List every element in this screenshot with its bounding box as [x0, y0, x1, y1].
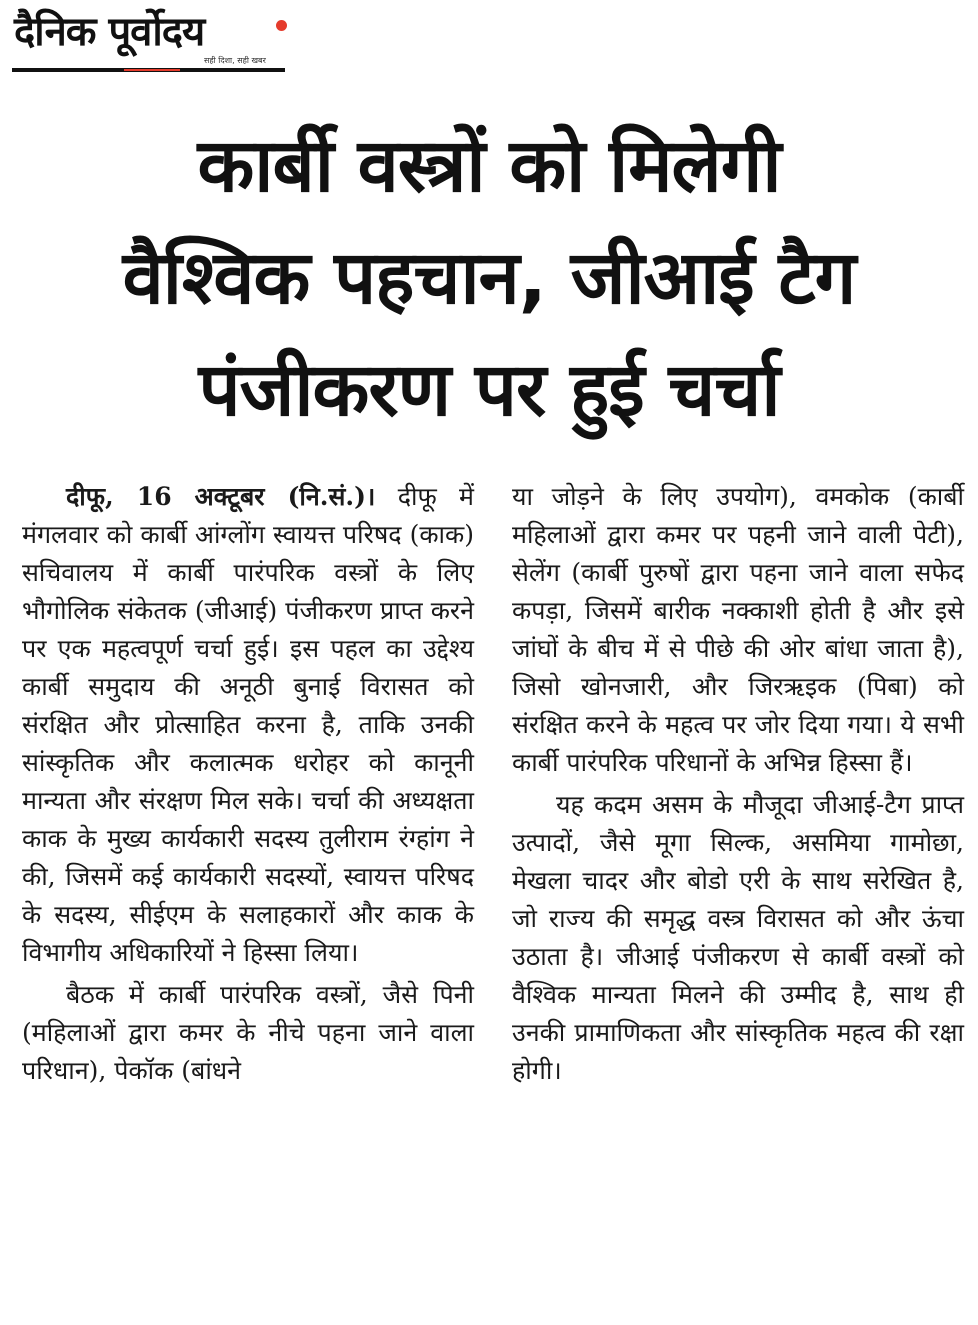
- article-paragraph-2-continued: या जोड़ने के लिए उपयोग), वमकोक (कार्बी महिलाओं द्वारा कमर पर पहनी जाने वाली पेटी), सेलेंग (कार्बी पुरुषों द्वारा पहना जाने वाला सफेद कपड़ा, जिसमें बारीक नक्काशी होती है और इसे जांघों के बीच में से पीछे की ओर बांधा जाता है), जिसो खोनजारी, और जिरऋइक (पिबा) को संरक्षित करने के महत्व पर जोर दिया गया। ये सभी कार्बी पारंपरिक परिधानों के अभिन्न हिस्सा हैं।: [512, 482, 964, 777]
- masthead-tagline: सही दिशा, सही खबर: [204, 56, 266, 65]
- article-paragraph-1: [22, 478, 474, 972]
- logo-dot-icon: [276, 20, 287, 31]
- article-paragraph-3: यह कदम असम के मौजूदा जीआई-टैग प्राप्त उत्पादों, जैसे मूगा सिल्क, असमिया गामोछा, मेखला चादर और बोडो एरी के साथ सरेखित है, जो राज्य की समृद्ध वस्त्र विरासत को और ऊंचा उठाता है। जीआई पंजीकरण से कार्बी वस्त्रों को वैश्विक मान्यता मिलने की उम्मीद है, साथ ही उनकी प्रामाणिकता और सांस्कृतिक महत्व की रक्षा होगी।: [512, 790, 964, 1085]
- paragraph-1-text: दीफू में मंगलवार को कार्बी आंग्लोंग स्वायत्त परिषद (काक) सचिवालय में कार्बी पारंपरिक वस्त्रों के लिए भौगोलिक संकेतक (जीआई) पंजीकरण प्राप्त करने पर एक महत्वपूर्ण चर्चा हुई। इस पहल का उद्देश्य कार्बी समुदाय की अनूठी बुनाई विरासत को संरक्षित और प्रोत्साहित करना है, ताकि उनकी सांस्कृतिक और कलात्मक धरोहर को कानूनी मान्यता और संरक्षण मिल सके। चर्चा की अध्यक्षता काक के मुख्य कार्यकारी सदस्य तुलीराम रंग्हांग ने की, जिसमें कई कार्यकारी सदस्यों, स्वायत्त परिषद के सदस्य, सीईएम के सलाहकारों और काक के विभागीय अधिकारियों ने हिस्सा लिया।: [22, 482, 474, 967]
- article-column-left: [22, 478, 474, 1090]
- masthead: [12, 8, 287, 72]
- dateline: दीफू, 16 अक्टूबर (नि.सं.)।: [66, 482, 376, 511]
- newspaper-logo: दैनिक पूर्वोदय: [14, 8, 205, 55]
- article-paragraph-2: बैठक में कार्बी पारंपरिक वस्त्रों, जैसे पिनी (महिलाओं द्वारा कमर के नीचे पहना जाने वाला परिधान), पेकॉक (बांधने: [22, 980, 474, 1085]
- article-column-right: [512, 478, 964, 1090]
- headline-line-2: वैश्विक पहचान, जीआई टैग: [122, 235, 856, 321]
- headline-line-1: कार्बी वस्त्रों को मिलेगी: [197, 123, 781, 209]
- headline-line-3: पंजीकरण पर हुई चर्चा: [198, 347, 780, 433]
- headline: [30, 110, 948, 446]
- masthead-accent-bar: [124, 69, 180, 71]
